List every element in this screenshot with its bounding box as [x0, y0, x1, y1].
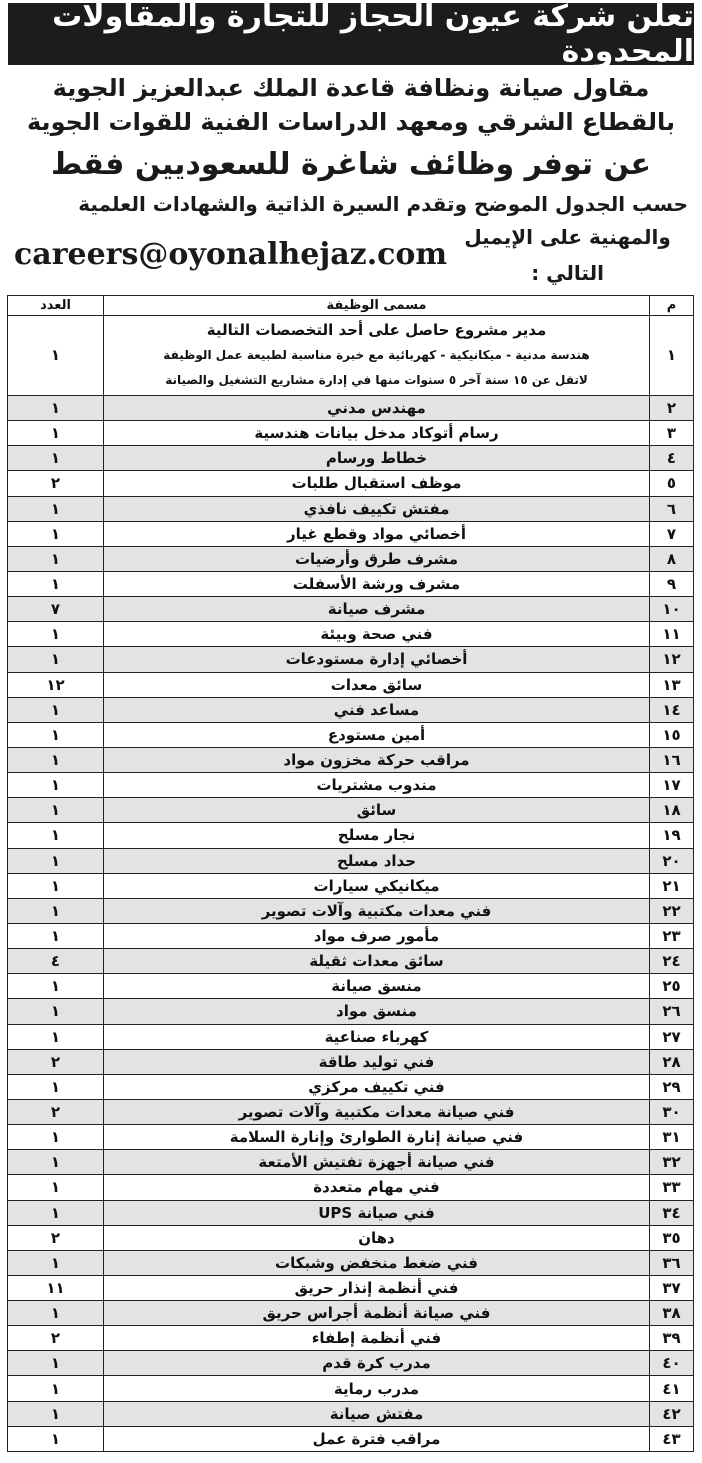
- row-num: ١٧: [650, 773, 694, 798]
- table-row: [8, 949, 694, 974]
- row-title: فني صيانة أنظمة أجراس حريق: [104, 1301, 650, 1326]
- row-count: ١: [8, 773, 104, 798]
- table-row: [8, 697, 694, 722]
- row-title: مهندس مدني: [104, 396, 650, 421]
- table-row: [8, 1074, 694, 1099]
- row-num: ٤٣: [650, 1426, 694, 1451]
- table-row: [8, 446, 694, 471]
- row-title: فني صيانة معدات مكتبية وآلات تصوير: [104, 1099, 650, 1124]
- row-title: مدرب كرة قدم: [104, 1351, 650, 1376]
- row-title: حداد مسلح: [104, 848, 650, 873]
- row-count: ٧: [8, 597, 104, 622]
- row-title: مدرب رماية: [104, 1376, 650, 1401]
- row-num: ٢١: [650, 873, 694, 898]
- row-num: ٢٠: [650, 848, 694, 873]
- table-row: [8, 1125, 694, 1150]
- table-row: [8, 1351, 694, 1376]
- table-row: [8, 421, 694, 446]
- contact-line: [8, 219, 694, 291]
- intro-line-2: بالقطاع الشرقي ومعهد الدراسات الفنية للقوات الجوية: [27, 108, 675, 136]
- table-row: [8, 622, 694, 647]
- row-num: ١٦: [650, 747, 694, 772]
- table-row: [8, 1024, 694, 1049]
- row-title: أمين مستودع: [104, 722, 650, 747]
- row-title: [104, 316, 650, 396]
- table-row: [8, 1275, 694, 1300]
- row-count: ١: [8, 999, 104, 1024]
- row-num: ٤٢: [650, 1401, 694, 1426]
- row-title: كهرباء صناعية: [104, 1024, 650, 1049]
- row-count: ١٢: [8, 672, 104, 697]
- row-num: ٢٣: [650, 923, 694, 948]
- row-title: مراقب فترة عمل: [104, 1426, 650, 1451]
- table-row: [8, 521, 694, 546]
- row-title: مشرف صيانة: [104, 597, 650, 622]
- table-row: [8, 672, 694, 697]
- row-title: منسق مواد: [104, 999, 650, 1024]
- row-count: ١: [8, 697, 104, 722]
- row-title: مساعد فني: [104, 697, 650, 722]
- row-title: مشرف طرق وأرضيات: [104, 546, 650, 571]
- row-title: أخصائي إدارة مستودعات: [104, 647, 650, 672]
- row-title: مفتش تكييف نافذي: [104, 496, 650, 521]
- row-title: موظف استقبال طلبات: [104, 471, 650, 496]
- table-row: [8, 1250, 694, 1275]
- row-count: ١: [8, 1401, 104, 1426]
- row-title: مأمور صرف مواد: [104, 923, 650, 948]
- row-num: ٢٥: [650, 974, 694, 999]
- row-title: فني ضغط منخفض وشبكات: [104, 1250, 650, 1275]
- row-count: ١: [8, 521, 104, 546]
- row-title: فني أنظمة إطفاء: [104, 1326, 650, 1351]
- row-num: ٤: [650, 446, 694, 471]
- row-title: ميكانيكي سيارات: [104, 873, 650, 898]
- table-row: [8, 1426, 694, 1451]
- row-title: فني صحة وبيئة: [104, 622, 650, 647]
- row-count: ١: [8, 1150, 104, 1175]
- row-count: ١: [8, 798, 104, 823]
- table-row: [8, 1049, 694, 1074]
- row-count: ١: [8, 722, 104, 747]
- row-num: ١٥: [650, 722, 694, 747]
- row-num: ٢: [650, 396, 694, 421]
- row-count: ١: [8, 446, 104, 471]
- row-count: ٤: [8, 949, 104, 974]
- table-row: [8, 1326, 694, 1351]
- row-count: ١: [8, 1175, 104, 1200]
- row-count: ٢: [8, 1049, 104, 1074]
- row-title: مندوب مشتريات: [104, 773, 650, 798]
- table-row: [8, 898, 694, 923]
- row-num: ١١: [650, 622, 694, 647]
- row-num: ٢٧: [650, 1024, 694, 1049]
- row-title: فني توليد طاقة: [104, 1049, 650, 1074]
- row-num: ٢٨: [650, 1049, 694, 1074]
- jobs-table: [7, 295, 694, 1452]
- row-count: ١: [8, 898, 104, 923]
- row-num: ٥: [650, 471, 694, 496]
- table-row: [8, 773, 694, 798]
- table-row: [8, 1200, 694, 1225]
- row-count: ١: [8, 421, 104, 446]
- banner-title: تعلن شركة عيون الحجاز للتجارة والمقاولات المحدودة: [52, 0, 694, 69]
- row-num: ٣٤: [650, 1200, 694, 1225]
- row-title: نجار مسلح: [104, 823, 650, 848]
- row-num: ٩: [650, 571, 694, 596]
- row-num: ٧: [650, 521, 694, 546]
- row-title: منسق صيانة: [104, 974, 650, 999]
- header-num: م: [650, 296, 694, 316]
- row-count: ١: [8, 1125, 104, 1150]
- intro-line-1: مقاول صيانة ونظافة قاعدة الملك عبدالعزيز الجوية: [52, 74, 650, 102]
- row-num: ٤٠: [650, 1351, 694, 1376]
- table-row: [8, 999, 694, 1024]
- intro-line-4: حسب الجدول الموضح وتقدم السيرة الذاتية والشهادات العلمية: [78, 192, 688, 216]
- row-num: ١٣: [650, 672, 694, 697]
- row-title: مفتش صيانة: [104, 1401, 650, 1426]
- row-num: ٣٢: [650, 1150, 694, 1175]
- row-num: ٣٩: [650, 1326, 694, 1351]
- row-count: ١: [8, 1200, 104, 1225]
- row-title: سائق معدات: [104, 672, 650, 697]
- table-row: [8, 923, 694, 948]
- table-row: [8, 1175, 694, 1200]
- row-num: ١٩: [650, 823, 694, 848]
- header-count: العدد: [8, 296, 104, 316]
- row-num: ١: [650, 316, 694, 396]
- row-count: ٢: [8, 1099, 104, 1124]
- row-num: ٦: [650, 496, 694, 521]
- row-title: رسام أتوكاد مدخل بيانات هندسية: [104, 421, 650, 446]
- table-header-row: [8, 296, 694, 316]
- email-label: والمهنية على الإيميل التالي :: [464, 225, 671, 285]
- row-count: ١: [8, 1426, 104, 1451]
- intro-text: [8, 71, 694, 291]
- row-num: ٣٧: [650, 1275, 694, 1300]
- row-count: ١: [8, 316, 104, 396]
- row-num: ٣١: [650, 1125, 694, 1150]
- row-title: خطاط ورسام: [104, 446, 650, 471]
- row-title: مراقب حركة مخزون مواد: [104, 747, 650, 772]
- row-title: أخصائي مواد وقطع غيار: [104, 521, 650, 546]
- row-num: ٢٤: [650, 949, 694, 974]
- row-title: مشرف ورشة الأسفلت: [104, 571, 650, 596]
- row-count: ١: [8, 974, 104, 999]
- row-num: ٨: [650, 546, 694, 571]
- table-row: [8, 396, 694, 421]
- table-row: [8, 1099, 694, 1124]
- row-count: ١: [8, 1376, 104, 1401]
- row-count: ١: [8, 622, 104, 647]
- row-count: ١: [8, 1301, 104, 1326]
- row-title-line-3: لاتقل عن ١٥ سنة آخر ٥ سنوات منها في إدارة مشاريع التشغيل والصيانة: [165, 373, 588, 387]
- table-row: [8, 1401, 694, 1426]
- table-row: [8, 873, 694, 898]
- row-count: ١: [8, 823, 104, 848]
- table-row: [8, 798, 694, 823]
- row-count: ١: [8, 1250, 104, 1275]
- row-num: ٤١: [650, 1376, 694, 1401]
- row-title: دهان: [104, 1225, 650, 1250]
- table-row: [8, 747, 694, 772]
- row-count: ١: [8, 647, 104, 672]
- row-title: فني أنظمة إنذار حريق: [104, 1275, 650, 1300]
- header-title: مسمى الوظيفة: [104, 296, 650, 316]
- row-num: ٢٢: [650, 898, 694, 923]
- row-num: ١٠: [650, 597, 694, 622]
- row-title: فني مهام متعددة: [104, 1175, 650, 1200]
- row-num: ٣٠: [650, 1099, 694, 1124]
- table-row: [8, 496, 694, 521]
- email-link[interactable]: careers@oyonalhejaz.com: [14, 237, 448, 272]
- table-row: [8, 597, 694, 622]
- row-count: ١١: [8, 1275, 104, 1300]
- row-num: ١٨: [650, 798, 694, 823]
- table-row: [8, 722, 694, 747]
- table-row: [8, 848, 694, 873]
- table-row: [8, 546, 694, 571]
- table-row: [8, 1150, 694, 1175]
- row-num: ٣: [650, 421, 694, 446]
- table-row: [8, 1225, 694, 1250]
- headline: عن توفر وظائف شاغرة للسعوديين فقط: [51, 147, 651, 182]
- row-num: ١٤: [650, 697, 694, 722]
- row-title: فني صيانة أجهزة تفتيش الأمتعة: [104, 1150, 650, 1175]
- row-count: ١: [8, 1351, 104, 1376]
- company-banner: [8, 0, 694, 69]
- row-title: سائق: [104, 798, 650, 823]
- table-row: [8, 316, 694, 396]
- row-title: سائق معدات ثقيلة: [104, 949, 650, 974]
- row-num: ٣٦: [650, 1250, 694, 1275]
- row-title-line-1: مدير مشروع حاصل على أحد التخصصات التالية: [206, 321, 547, 339]
- row-count: ٢: [8, 1225, 104, 1250]
- row-title: فني صيانة إنارة الطوارئ وإنارة السلامة: [104, 1125, 650, 1150]
- row-num: ٣٥: [650, 1225, 694, 1250]
- row-count: ٢: [8, 471, 104, 496]
- table-row: [8, 823, 694, 848]
- row-count: ١: [8, 571, 104, 596]
- row-count: ١: [8, 747, 104, 772]
- row-count: ١: [8, 396, 104, 421]
- row-count: ١: [8, 848, 104, 873]
- row-count: ١: [8, 873, 104, 898]
- row-title: فني صيانة UPS: [104, 1200, 650, 1225]
- row-count: ١: [8, 496, 104, 521]
- row-count: ٢: [8, 1326, 104, 1351]
- row-num: ١٢: [650, 647, 694, 672]
- row-title-line-2: هندسة مدنية - ميكانيكية - كهربائية مع خبرة مناسبة لطبيعة عمل الوظيفة: [163, 348, 590, 362]
- table-row: [8, 471, 694, 496]
- table-row: [8, 1301, 694, 1326]
- row-num: ٣٨: [650, 1301, 694, 1326]
- row-title: فني معدات مكتبية وآلات تصوير: [104, 898, 650, 923]
- row-num: ٢٦: [650, 999, 694, 1024]
- row-count: ١: [8, 1024, 104, 1049]
- row-count: ١: [8, 923, 104, 948]
- row-count: ١: [8, 1074, 104, 1099]
- table-row: [8, 974, 694, 999]
- row-title: فني تكييف مركزي: [104, 1074, 650, 1099]
- table-row: [8, 571, 694, 596]
- row-num: ٢٩: [650, 1074, 694, 1099]
- row-num: ٣٣: [650, 1175, 694, 1200]
- table-row: [8, 647, 694, 672]
- table-row: [8, 1376, 694, 1401]
- row-count: ١: [8, 546, 104, 571]
